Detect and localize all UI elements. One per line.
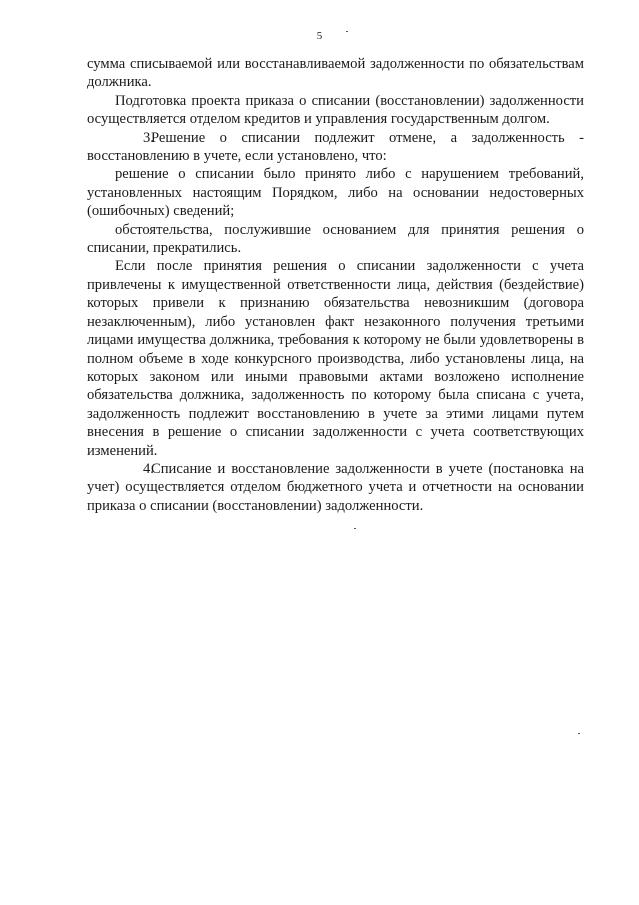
paragraph-decision-violation [87, 165, 584, 220]
document-body [87, 55, 584, 515]
paragraph-text: Подготовка проекта приказа о списании (восстановлении) задолженности осуществляется отделом кредитов и управления государственным долгом. [87, 92, 584, 128]
paragraph-item-3 [87, 129, 584, 166]
scan-speck [346, 31, 348, 32]
scan-speck [354, 528, 356, 529]
paragraph-circumstances-ceased [87, 221, 584, 258]
paragraph-text: Решение о списании подлежит отмене, а задолженность - восстановлению в учете, если установлено, что: [87, 129, 584, 165]
scan-speck [578, 733, 580, 734]
paragraph-text: Если после принятия решения о списании задолженности с учета привлечены к имущественной ответственности лица, действия (бездействие) которых привели к признанию обязательства невозникшим (договора незаключенным), либо установлен факт незаконного получения третьими лицами имущества должника, требования к которому не были удовлетворены в полном объеме в ходе конкурсного производства, либо установлены лица, на которых законом или иными правовыми актами возложено исполнение обязательства должника, задолженность по которому была списана с учета, задолженность подлежит восстановлению в учете за этими лицами путем внесения в решение о списании задолженности с учета соответствующих изменений. [87, 258, 584, 459]
paragraph-text: сумма списываемой или восстанавливаемой задолженности по обязательствам должника. [87, 56, 584, 91]
item-number: 4. [143, 460, 154, 477]
page-number: 5 [316, 30, 323, 42]
paragraph-text: обстоятельства, послужившие основанием для принятия решения о списании, прекратились. [87, 221, 584, 257]
paragraph-order-preparation [87, 92, 584, 129]
paragraph-item-4 [87, 460, 584, 515]
paragraph-text: Списание и восстановление задолженности в учете (постановка на учет) осуществляется отделом бюджетного учета и отчетности на основании приказа о списании (восстановлении) задолженности. [87, 460, 584, 514]
paragraph-debt-amount [87, 55, 584, 92]
paragraph-text: решение о списании было принято либо с нарушением требований, установленных настоящим Порядком, либо на основании недостоверных (ошибочных) сведений; [87, 166, 584, 220]
paragraph-restoration-liability [87, 257, 584, 459]
item-number: 3. [143, 129, 154, 146]
